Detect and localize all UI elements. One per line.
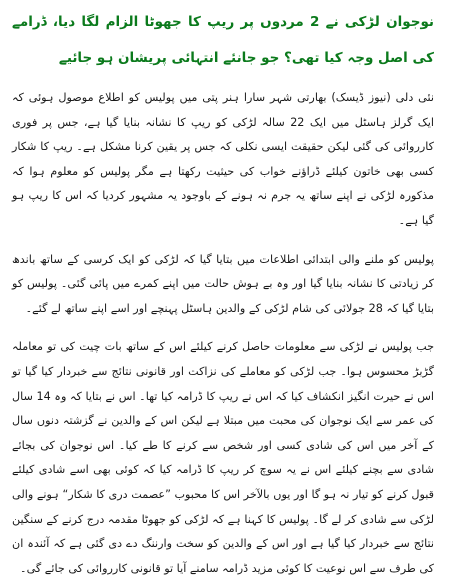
article-paragraph-3: جب پولیس نے لڑکی سے معلومات حاصل کرنے کیلئے اس کے ساتھ بات چیت کی تو معاملہ گڑبڑ محسوس ہوا۔ جب لڑکی کو معاملے کی نزاکت اور قانونی نتائج سے خبردار کیا گیا تو اس نے حیرت انگیز انکشاف کیا کہ اس نے ریپ کا ڈرامہ کیا تھا۔ اس نے بتایا کہ وہ 14 سال کی عمر سے ایک نوجوان کی محبت میں مبتلا ہے لیکن اس کے والدین نے گزشتہ دنوں سال کے آخر میں اس کی شادی کسی اور شخص سے کرنے کا طے کیا۔ اس نوجوان کی بجائے شادی سے بچنے کیلئے اس نے یہ سوچ کر ریپ کا ڈرامہ کیا کہ کوئی بھی اسے شادی کیلئے قبول کرنے کو تیار نہ ہو گا اور یوں بالآخر اس کا محبوب ”عصمت دری کا شکار“ ہونے والی لڑکی سے شادی کر لے گا۔ پولیس کا کہنا ہے کہ لڑکی کو جھوٹا مقدمہ درج کرنے کے سنگین نتائج سے خبردار کیا گیا ہے اور اس کے والدین کو سخت وارننگ دے دی گئی ہے کہ آئندہ ان کی طرف سے اس نوعیت کا کوئی مزید ڈرامہ سامنے آیا تو قانونی کارروائی کی جائے گی۔ — [12, 340, 434, 575]
article-headline: نوجوان لڑکی نے 2 مردوں پر ریپ کا جھوٹا الزام لگا دیا، ڈرامے کی اصل وجہ کیا تھی؟ جو جانئے انتہائی پریشان ہو جائیے — [12, 14, 434, 66]
article-paragraph-2: پولیس کو ملنے والی ابتدائی اطلاعات میں بتایا گیا کہ لڑکی کو ایک کرسی کے ساتھ باندھ کر زیادتی کا نشانہ بنایا گیا اور وہ بے ہوش حالت میں اپنے کمرے میں پائی گئی۔ پولیس کو بتایا گیا کہ 28 جولائی کی شام لڑکی کے والدین ہاسٹل پہنچے اور اسے اپنے ساتھ لے گئے۔ — [12, 252, 434, 315]
article-paragraph-1: نئی دلی (نیوز ڈیسک) بھارتی شہر سارا ہنر پتی میں پولیس کو اطلاع موصول ہوئی کہ ایک گرلز ہاسٹل میں ایک 22 سالہ لڑکی کو ریپ کا نشانہ بنایا گیا ہے، جس پر فوری کارروائی کی گئی لیکن حقیقت ایسی نکلی کہ جس پر یقین کرنا مشکل ہے۔ ریپ کا شکار کسی بھی خاتون کیلئے ڈراؤنے خواب کی حیثیت رکھتا ہے مگر پولیس کو معلوم ہوا کہ مذکورہ لڑکی نے اپنے ساتھ یہ جرم نہ ہونے کے باوجود یہ مشہور کردیا کہ اس کا ریپ ہو گیا ہے۔ — [12, 91, 435, 227]
